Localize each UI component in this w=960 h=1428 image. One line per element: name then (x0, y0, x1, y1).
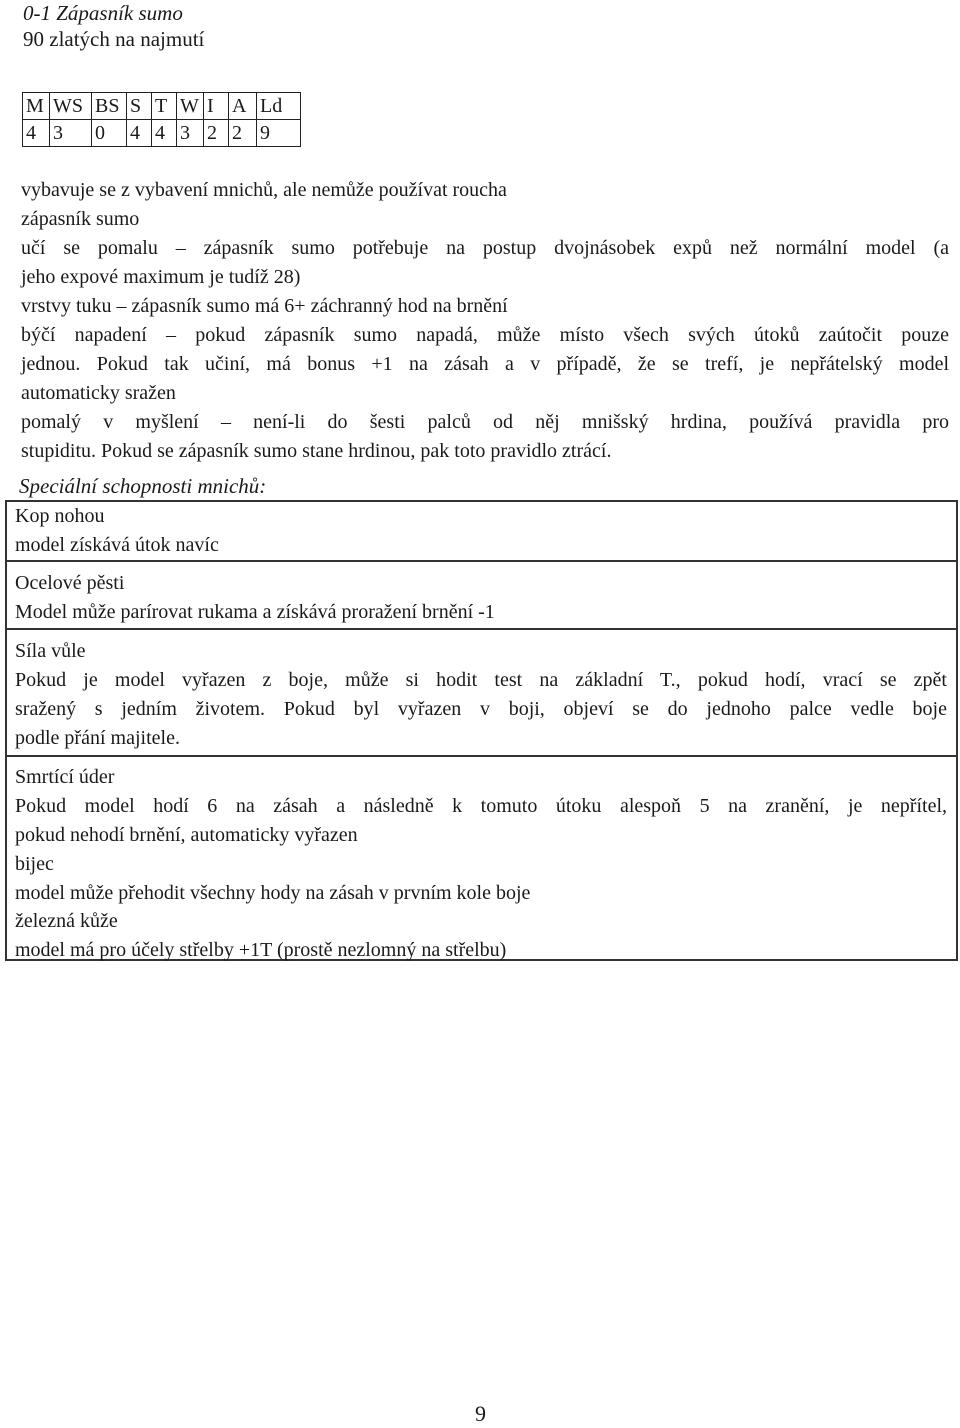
stats-table (22, 92, 301, 147)
skill-section (15, 763, 947, 850)
rule-slow-mind-cont: stupiditu. Pokud se zápasník sumo stane hrdinou, pak toto pravidlo ztrácí. (21, 440, 612, 462)
skill-description: podle přání majitele. (15, 727, 180, 749)
skill-section (15, 850, 947, 908)
stat-header: W (177, 93, 204, 120)
stat-value: 4 (127, 120, 152, 147)
skill-description: Pokud je model vyřazen z boje, může si hodit test na základní T., pokud hodí, vrací se zpět (15, 669, 947, 691)
skill-divider (7, 755, 956, 757)
stat-value: 3 (50, 120, 92, 147)
skill-description: Model může parírovat rukama a získává proražení brnění -1 (15, 601, 495, 623)
skill-description: model má pro účely střelby +1T (prostě nezlomný na střelbu) (15, 939, 507, 961)
rule-slow-learner: učí se pomalu – zápasník sumo potřebuje na postup dvojnásobek expů než normální model (a (21, 237, 949, 259)
stat-value: 2 (229, 120, 257, 147)
stats-value-row (23, 120, 301, 147)
stat-value: 0 (92, 120, 127, 147)
skill-name: Ocelové pěsti (15, 572, 125, 594)
stat-header: A (229, 93, 257, 120)
skill-section (15, 907, 947, 965)
rule-bull-charge-end: automaticky sražen (21, 382, 176, 404)
skill-description: Pokud model hodí 6 na zásah a následně k tomuto útoku alespoň 5 na zranění, je nepřítel, (15, 795, 947, 817)
skill-name: bijec (15, 853, 54, 875)
skill-description: sražený s jedním životem. Pokud byl vyřazen v boji, objeví se do jednoho palce vedle boje (15, 698, 947, 720)
skill-divider (7, 560, 956, 562)
skill-divider (7, 628, 956, 630)
stat-header: WS (50, 93, 92, 120)
stat-value: 3 (177, 120, 204, 147)
unit-cost: 90 zlatých na najmutí (23, 27, 205, 51)
stat-header: BS (92, 93, 127, 120)
stat-header: S (127, 93, 152, 120)
rule-slow-learner-cont: jeho expové maximum je tudíž 28) (21, 266, 301, 288)
skill-description: model získává útok navíc (15, 534, 219, 556)
skill-description: pokud nehodí brnění, automaticky vyřazen (15, 824, 358, 846)
stat-header: Ld (257, 93, 301, 120)
rule-equipment: vybavuje se z vybavení mnichů, ale nemůže používat roucha (21, 179, 507, 201)
stat-value: 9 (257, 120, 301, 147)
rule-bull-charge-cont: jednou. Pokud tak učiní, má bonus +1 na zásah a v případě, že se trefí, je nepřátelský model (21, 353, 949, 375)
skill-name: Kop nohou (15, 505, 105, 527)
skill-section (15, 569, 947, 627)
rule-bull-charge: býčí napadení – pokud zápasník sumo napadá, může místo všech svých útoků zaútočit pouze (21, 324, 949, 346)
special-rules (21, 176, 949, 466)
stat-header: I (204, 93, 229, 120)
page-number: 9 (475, 1401, 486, 1426)
skill-section (15, 502, 947, 560)
skill-name: Smrtící úder (15, 766, 115, 788)
rule-type: zápasník sumo (21, 208, 140, 230)
skill-name: železná kůže (15, 910, 118, 932)
skill-name: Síla vůle (15, 640, 86, 662)
rule-fat-layers: vrstvy tuku – zápasník sumo má 6+ záchranný hod na brnění (21, 295, 508, 317)
skills-box (5, 500, 958, 961)
stats-header-row (23, 93, 301, 120)
special-skills-title: Speciální schopnosti mnichů: (19, 474, 267, 498)
skill-description: model může přehodit všechny hody na zásah v prvním kole boje (15, 882, 531, 904)
stat-header: M (23, 93, 50, 120)
skill-section (15, 637, 947, 753)
stat-value: 4 (152, 120, 177, 147)
stat-value: 2 (204, 120, 229, 147)
unit-title: 0-1 Zápasník sumo (23, 1, 183, 25)
rule-slow-mind: pomalý v myšlení – není-li do šesti palců od něj mnišský hrdina, používá pravidla pro (21, 411, 949, 433)
stat-value: 4 (23, 120, 50, 147)
stat-header: T (152, 93, 177, 120)
